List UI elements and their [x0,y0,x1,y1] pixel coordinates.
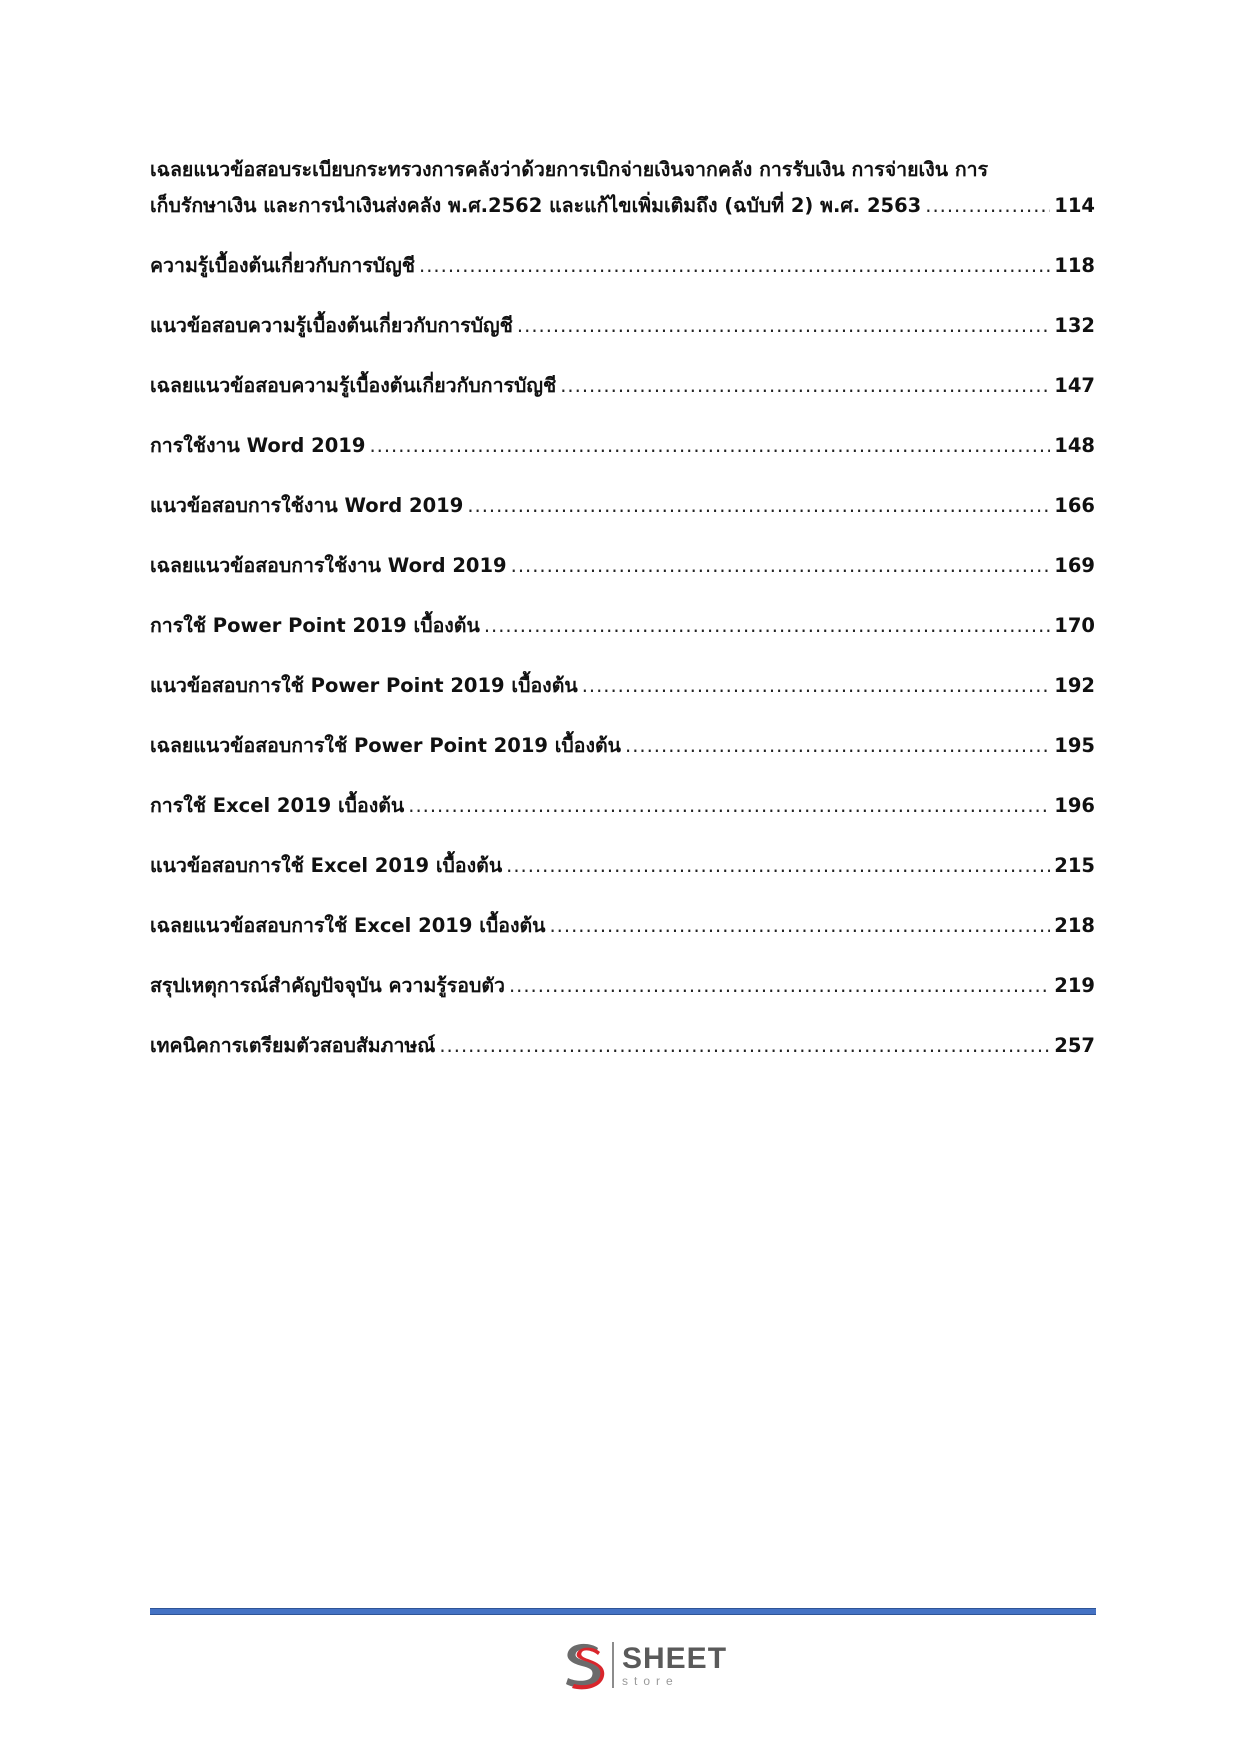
footer-divider [150,1608,1096,1615]
toc-entry[interactable] [150,1028,1095,1064]
toc-leader-dots [419,248,1050,284]
toc-entry-title: สรุปเหตุการณ์สำคัญปัจจุบัน ความรู้รอบตัว [150,974,505,997]
table-of-contents [150,152,1095,1088]
toc-page-number: 195 [1054,734,1095,757]
toc-leader-dots [439,1028,1050,1064]
toc-leader-dots [467,488,1050,524]
toc-entry[interactable] [150,368,1095,404]
toc-page-number: 147 [1054,374,1095,397]
toc-entry-title-line1: เฉลยแนวข้อสอบระเบียบกระทรวงการคลังว่าด้วยการเบิกจ่ายเงินจากคลัง การรับเงิน การจ่ายเงิน การ [150,158,989,181]
sheet-store-logo [560,1638,727,1692]
toc-entry-title: แนวข้อสอบการใช้ Excel 2019 เบื้องต้น [150,854,503,877]
toc-entry-title: เฉลยแนวข้อสอบการใช้ Power Point 2019 เบื้องต้น [150,734,622,757]
toc-entry[interactable] [150,728,1095,764]
toc-entry-title: การใช้ Power Point 2019 เบื้องต้น [150,614,480,637]
toc-leader-dots [408,788,1050,824]
toc-entry[interactable] [150,908,1095,944]
toc-entry[interactable] [150,968,1095,1004]
toc-page-number: 166 [1054,494,1095,517]
toc-page-number: 148 [1054,434,1095,457]
toc-page-number: 218 [1054,914,1095,937]
logo-brand-text: SHEET [622,1641,728,1675]
toc-leader-dots [925,188,1050,224]
toc-entry-title: เก็บรักษาเงิน และการนำเงินส่งคลัง พ.ศ.2562 และแก้ไขเพิ่มเติมถึง (ฉบับที่ 2) พ.ศ. 2563 [150,194,922,217]
toc-leader-dots [509,968,1050,1004]
toc-page-number: 219 [1054,974,1095,997]
logo-sub-text: store [622,1673,679,1688]
toc-entry[interactable] [150,668,1095,704]
toc-leader-dots [625,728,1050,764]
toc-page-number: 169 [1054,554,1095,577]
logo-divider [612,1642,614,1688]
toc-entry[interactable] [150,488,1095,524]
toc-page-number: 170 [1054,614,1095,637]
toc-leader-dots [549,908,1050,944]
toc-entry-title: แนวข้อสอบการใช้งาน Word 2019 [150,494,464,517]
toc-entry-title: การใช้งาน Word 2019 [150,434,366,457]
sheet-store-s-icon [560,1640,606,1690]
toc-page-number: 196 [1054,794,1095,817]
toc-page-number: 114 [1054,194,1095,217]
toc-entry[interactable] [150,428,1095,464]
toc-entry-title: ความรู้เบื้องต้นเกี่ยวกับการบัญชี [150,254,416,277]
toc-leader-dots [517,308,1050,344]
toc-entry-title: แนวข้อสอบความรู้เบื้องต้นเกี่ยวกับการบัญชี [150,314,513,337]
toc-entry-title: เทคนิคการเตรียมตัวสอบสัมภาษณ์ [150,1034,436,1057]
toc-page-number: 132 [1054,314,1095,337]
toc-entry-title: แนวข้อสอบการใช้ Power Point 2019 เบื้องต้น [150,674,578,697]
toc-entry[interactable] [150,848,1095,884]
toc-leader-dots [511,548,1051,584]
toc-leader-dots [369,428,1050,464]
toc-entry[interactable] [150,248,1095,284]
toc-page-number: 215 [1054,854,1095,877]
toc-entry[interactable] [150,308,1095,344]
toc-entry-title: เฉลยแนวข้อสอบการใช้งาน Word 2019 [150,554,507,577]
toc-entry[interactable] [150,548,1095,584]
toc-entry-title: เฉลยแนวข้อสอบการใช้ Excel 2019 เบื้องต้น [150,914,546,937]
toc-leader-dots [506,848,1050,884]
toc-page-number: 257 [1054,1034,1095,1057]
toc-entry-title: การใช้ Excel 2019 เบื้องต้น [150,794,405,817]
toc-entry[interactable] [150,608,1095,644]
toc-entry-title: เฉลยแนวข้อสอบความรู้เบื้องต้นเกี่ยวกับการบัญชี [150,374,557,397]
toc-leader-dots [484,608,1050,644]
toc-leader-dots [560,368,1050,404]
toc-leader-dots [582,668,1051,704]
toc-entry[interactable] [150,788,1095,824]
toc-page-number: 192 [1054,674,1095,697]
toc-page-number: 118 [1054,254,1095,277]
toc-entry[interactable] [150,152,1095,224]
